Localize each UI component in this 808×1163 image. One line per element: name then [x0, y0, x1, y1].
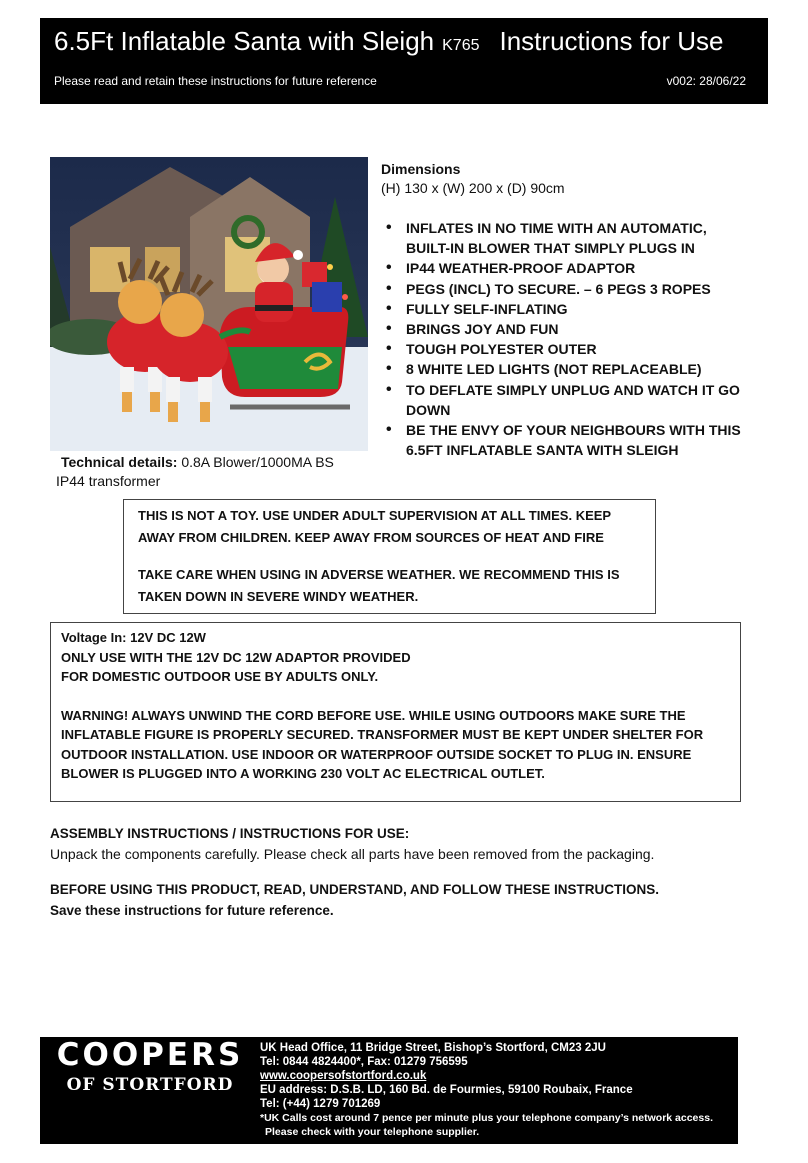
feature-list — [381, 218, 741, 460]
assembly-text: Unpack the components carefully. Please check all parts have been removed from the packaging. — [50, 846, 655, 862]
feature-item: • FULLY SELF-INFLATING — [381, 299, 741, 319]
product-photo — [50, 157, 368, 451]
logo-main-text: COOPERS — [56, 1037, 244, 1073]
assembly-section — [50, 823, 770, 921]
voltage-lines — [61, 628, 730, 687]
dimensions-label: Dimensions — [381, 161, 461, 177]
feature-item: • IP44 WEATHER-PROOF ADAPTOR — [381, 258, 741, 278]
header-banner — [40, 18, 768, 104]
voltage-warning-text: WARNING! ALWAYS UNWIND THE CORD BEFORE USE. WHILE USING OUTDOORS MAKE SURE THE INFLATABLE FIGURE IS PROPERLY SECURED. TRANSFORMER MUST BE KEPT UNDER SHELTER FOR OUTDOOR INSTALLATION. USE INDOOR OR WATERPROOF OUTSIDE SOCKET TO PLUG IN. ENSURE BLOWER IS PLUGGED INTO A WORKING 230 VOLT AC ELECTRICAL OUTLET. — [61, 707, 704, 781]
coopers-logo — [50, 1037, 250, 1144]
product-title: 6.5Ft Inflatable Santa with Sleigh — [54, 26, 435, 56]
safety-text-2: TAKE CARE WHEN USING IN ADVERSE WEATHER. WE RECOMMEND THIS IS TAKEN DOWN IN SEVERE WINDY WEATHER. — [138, 567, 620, 604]
voltage-line-3: FOR DOMESTIC OUTDOOR USE BY ADULTS ONLY. — [61, 669, 379, 684]
santa-sleigh-illustration — [50, 157, 368, 451]
technical-label: Technical details: — [61, 454, 178, 470]
contact-details — [260, 1041, 730, 1139]
footer-banner — [40, 1037, 738, 1144]
dimensions-value: (H) 130 x (W) 200 x (D) 90cm — [381, 180, 565, 196]
version-label: v002: 28/06/22 — [666, 74, 746, 88]
safety-text-1: THIS IS NOT A TOY. USE UNDER ADULT SUPERVISION AT ALL TIMES. KEEP AWAY FROM CHILDREN. KEEP AWAY FROM SOURCES OF HEAT AND FIRE — [138, 508, 611, 545]
feature-item: • BRINGS JOY AND FUN — [381, 319, 741, 339]
save-instructions-text: Save these instructions for future reference. — [50, 903, 334, 918]
dimensions-block — [381, 160, 565, 198]
call-cost-note: *UK Calls cost around 7 pence per minute plus your telephone company’s network access. — [260, 1112, 713, 1124]
doc-type: Instructions for Use — [499, 26, 724, 56]
voltage-line-1: Voltage In: 12V DC 12W — [61, 630, 206, 645]
head-office-address: UK Head Office, 11 Bridge Street, Bishop’s Stortford, CM23 2JU — [260, 1042, 606, 1054]
eu-address: EU address: D.S.B. LD, 160 Bd. de Fourmies, 59100 Roubaix, France — [260, 1084, 633, 1096]
eu-telephone: Tel: (+44) 1279 701269 — [260, 1098, 381, 1110]
voltage-line-2: ONLY USE WITH THE 12V DC 12W ADAPTOR PROVIDED — [61, 649, 411, 665]
feature-item: • INFLATES IN NO TIME WITH AN AUTOMATIC, BUILT-IN BLOWER THAT SIMPLY PLUGS IN — [381, 218, 741, 258]
technical-details — [56, 453, 366, 491]
header-subtitle: Please read and retain these instructions for future reference — [54, 74, 377, 88]
assembly-heading: ASSEMBLY INSTRUCTIONS / INSTRUCTIONS FOR USE: — [50, 826, 410, 841]
product-code: K765 — [442, 37, 480, 54]
voltage-warning-box — [50, 622, 741, 802]
feature-item: • TOUGH POLYESTER OUTER — [381, 339, 741, 359]
website-link[interactable]: www.coopersofstortford.co.uk — [260, 1070, 427, 1082]
feature-item: • PEGS (INCL) TO SECURE. – 6 PEGS 3 ROPES — [381, 279, 741, 299]
feature-item: • BE THE ENVY OF YOUR NEIGHBOURS WITH THIS 6.5FT INFLATABLE SANTA WITH SLEIGH — [381, 420, 741, 460]
tel-fax: Tel: 0844 4824400*, Fax: 01279 756595 — [260, 1056, 468, 1068]
supplier-note: Please check with your telephone supplier. — [265, 1126, 480, 1138]
technical-text-a: 0.8A Blower/1000MA BS — [181, 454, 334, 470]
document-title — [54, 26, 723, 57]
feature-item: • TO DEFLATE SIMPLY UNPLUG AND WATCH IT GO DOWN — [381, 380, 741, 420]
safety-warning-box — [123, 499, 656, 614]
before-use-text: BEFORE USING THIS PRODUCT, READ, UNDERSTAND, AND FOLLOW THESE INSTRUCTIONS. — [50, 882, 660, 897]
logo-sub-text: OF STORTFORD — [66, 1075, 234, 1095]
technical-text-b: IP44 transformer — [56, 473, 161, 489]
feature-item: • 8 WHITE LED LIGHTS (NOT REPLACEABLE) — [381, 359, 741, 379]
